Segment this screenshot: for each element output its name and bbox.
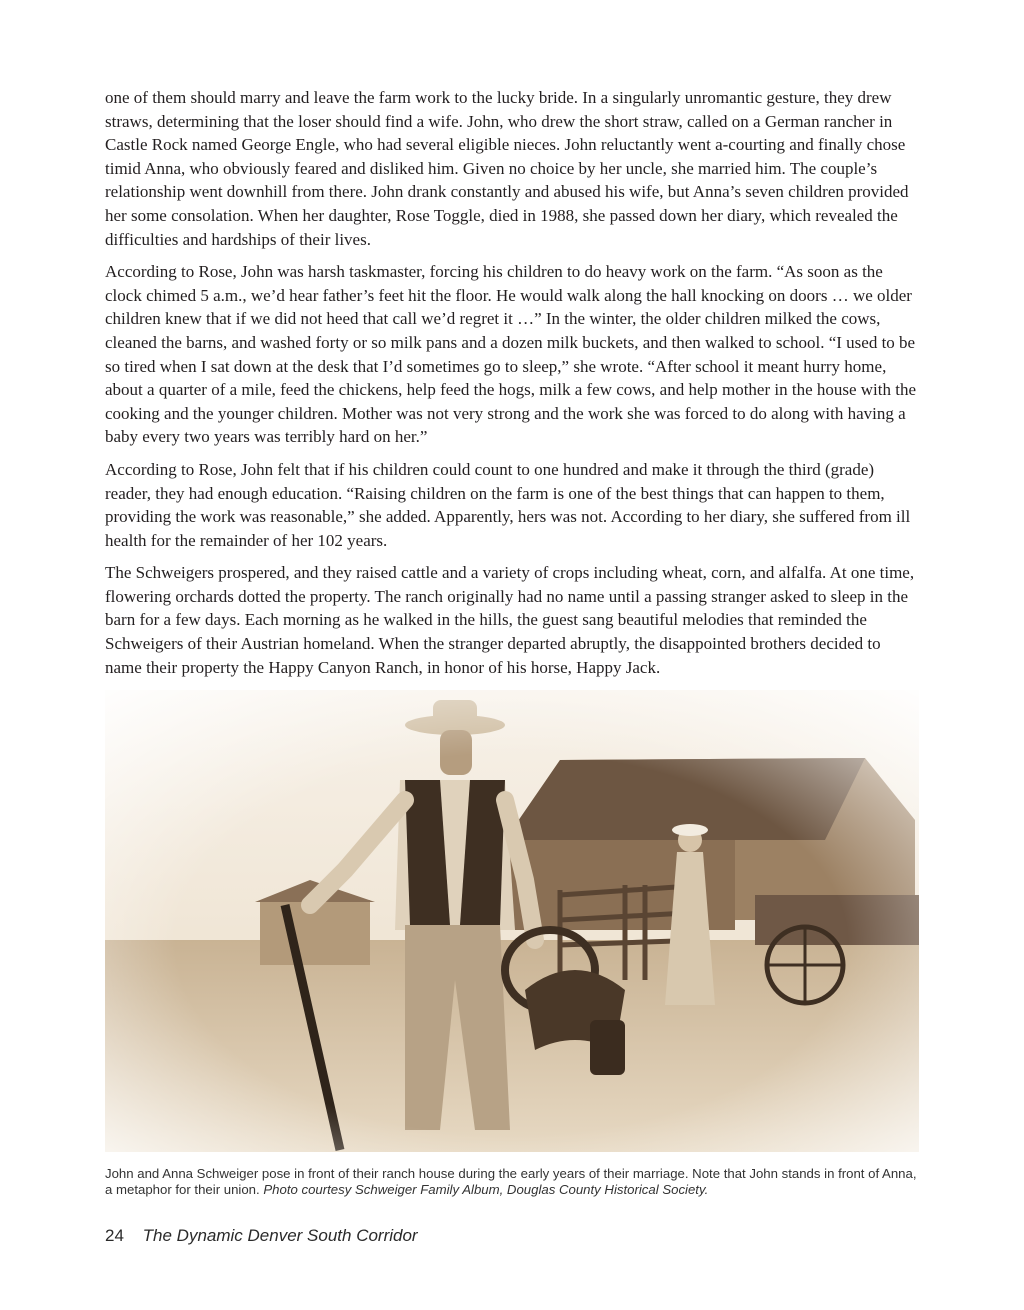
ranch-photo-illustration [105, 690, 919, 1152]
page-number: 24 [105, 1226, 124, 1245]
caption-text: John and Anna Schweiger pose in front of their ranch house during the early years of their marriage. Note that John stands in front of Anna, a metaphor for their union. [105, 1166, 917, 1197]
paragraph: According to Rose, John felt that if his children could count to one hundred and make it through the third (grade) reader, they had enough education. “Raising children on the farm is one of the best things that can happen to them, providing the work was reasonable,” she added. Apparently, hers was not. According to her diary, she suffered from ill health for the remainder of her 102 years. [105, 459, 911, 550]
photo-caption [105, 1166, 919, 1198]
paragraph: According to Rose, John was harsh taskmaster, forcing his children to do heavy work on the farm. “As soon as the clock chimed 5 a.m., we’d hear father’s feet hit the floor. He would walk along the hall knocking on doors … we older children knew that if we did not heed that call we’d regret it …” In the winter, the older children milked the cows, cleaned the barns, and washed forty or so milk pans and a dozen milk buckets, and then walked to school. “I used to be so tired when I sat down at the desk that I’d sometimes go to sleep,” she wrote. “After school it meant hurry home, about a quarter of a mile, feed the chickens, help feed the hogs, milk a few cows, and help mother in the house with the cooking and the younger children. Mother was not very strong and the work she was forced to do along with having a baby every two years was terribly hard on her.” [105, 262, 917, 447]
book-title: The Dynamic Denver South Corridor [142, 1226, 418, 1245]
paragraph: one of them should marry and leave the farm work to the lucky bride. In a singularly unromantic gesture, they drew straws, determining that the loser should find a wife. John, who drew the short straw, called on a German rancher in Castle Rock named George Engle, who had several eligible nieces. John reluctantly went a-courting and finally chose timid Anna, who obviously feared and disliked him. Given no choice by her uncle, she married him. The couple’s relationship went downhill from there. John drank constantly and abused his wife, but Anna’s seven children provided her some consolation. When her daughter, Rose Toggle, died in 1988, she passed down her diary, which revealed the difficulties and hardships of their lives. [105, 88, 909, 249]
photo-credit: Photo courtesy Schweiger Family Album, Douglas County Historical Society. [263, 1182, 709, 1197]
page-footer [105, 1226, 418, 1246]
paragraph: The Schweigers prospered, and they raised cattle and a variety of crops including wheat, corn, and alfalfa. At one time, flowering orchards dotted the property. The ranch originally had no name until a passing stranger asked to sleep in the barn for a few days. Each morning as he walked in the hills, the guest sang beautiful melodies that reminded the Schweigers of their Austrian homeland. When the stranger departed abruptly, the disappointed brothers decided to name their property the Happy Canyon Ranch, in honor of his horse, Happy Jack. [105, 563, 915, 677]
historic-photo [105, 690, 919, 1152]
article-body [105, 86, 921, 688]
